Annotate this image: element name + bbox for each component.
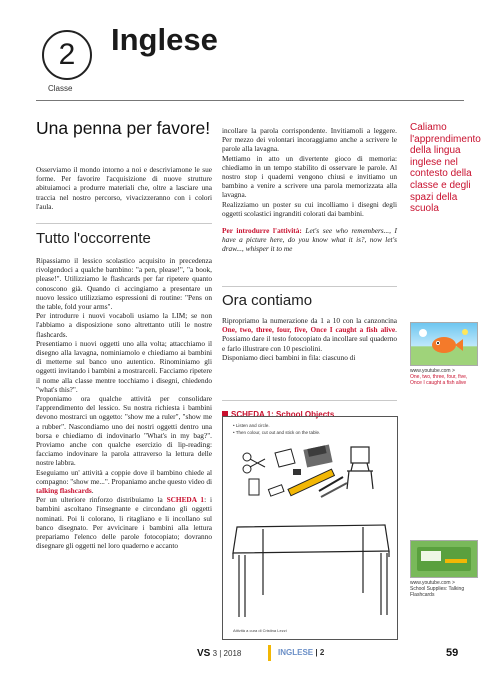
video-caption-flashcards: www.youtube.com > School Supplies: Talking Flashcards bbox=[410, 580, 465, 598]
paragraph: incollare la parola corrispondente. Invitiamoli a leggere. Per mezzo dei volontari incoraggiamo anche a scrivere le parole alla lavagna. bbox=[222, 126, 397, 154]
header-divider bbox=[36, 100, 464, 101]
scheda-worksheet bbox=[222, 416, 398, 640]
video-thumbnail-flashcards[interactable] bbox=[410, 540, 478, 578]
scheda-reference: SCHEDA 1 bbox=[166, 495, 205, 505]
article-intro bbox=[36, 165, 212, 211]
book-icon bbox=[275, 449, 295, 467]
footer-divider bbox=[268, 645, 271, 661]
scissors-icon bbox=[243, 453, 265, 473]
class-number-badge: 2 bbox=[42, 30, 92, 80]
pencil-case-icon bbox=[303, 444, 332, 467]
section-title-occorrente: Tutto l'occorrente bbox=[36, 230, 151, 247]
footer-brand-logo: VS bbox=[197, 648, 211, 659]
paragraph: Per introdurre l'attività: Let's see who remembers..., I have a picture here, do you know what it is?, now let's draw..., whisper it to me bbox=[222, 226, 397, 254]
footer-section: INGLESE | 2 bbox=[278, 648, 325, 657]
left-column-body bbox=[36, 256, 212, 551]
section-title-contiamo: Ora contiamo bbox=[222, 292, 313, 309]
fish-cartoon-icon bbox=[411, 323, 477, 365]
footer-issue-text: 3 | 2018 bbox=[212, 649, 242, 658]
footer-issue bbox=[197, 648, 241, 659]
subject-title: Inglese bbox=[111, 22, 218, 57]
video-caption-song: www.youtube.com > One, two, three, four, five, Once I caught a fish alive bbox=[410, 368, 468, 386]
rubber-icon bbox=[268, 485, 284, 496]
middle-column-bottom bbox=[222, 316, 397, 362]
paragraph: Per introdurre i nuovi vocaboli usiamo la LIM; se non l'abbiamo a disposizione sono altrettanto utili le nostre flashcards. bbox=[36, 311, 212, 339]
worksheet-credit: Attività a cura di Cristina Lezzi bbox=[233, 628, 287, 633]
section-divider bbox=[36, 223, 212, 224]
paragraph: Realizziamo un poster su cui incolliamo i disegni degli oggetti scolastici ingranditi colorati dai bambini. bbox=[222, 199, 397, 218]
desk-icon bbox=[233, 525, 389, 617]
glue-icon bbox=[249, 479, 259, 495]
video-thumbnail-song[interactable] bbox=[410, 322, 478, 366]
intro-paragraph: Osserviamo il mondo intorno a noi e descriviamone le sue forme. Per favorire l'acquisizione di nuove strutture abituiamoci a produrre materiali che, oltre a lasciare una traccia nel nostro percorso, vivacizzeranno con i colori l'aula. bbox=[36, 165, 212, 211]
talking-flashcards-link[interactable]: talking flashcards bbox=[36, 486, 92, 496]
section-divider bbox=[222, 400, 397, 401]
section-divider bbox=[222, 286, 397, 287]
paragraph: Per un ulteriore rinforzo distribuiamo la SCHEDA 1: i bambini ascoltano l'insegnante e circondano gli oggetti nominati. Poi li colorano, li ritagliano e li incollano sul banco disegnato. Per avvicinare i bambini alla lettura prepariamo l'elenco delle parole fotocopiato; dovranno disegnare gli oggetti nel loro quaderno e accanto bbox=[36, 495, 212, 551]
paragraph: Mettiamo in atto un divertente gioco di memoria: chiediamo in un tempo stabilito di osservare le parole. Al nostro stop i quaderni vengono chiusi e invitiamo un bambino a venire a scrivere una parola memorizzata alla lavagna. bbox=[222, 153, 397, 200]
middle-column-top bbox=[222, 126, 397, 254]
worksheet-drawings bbox=[223, 417, 397, 639]
sharpener-icon bbox=[293, 469, 301, 475]
paragraph: Presentiamo i nuovi oggetti uno alla volta; attacchiamo il disegno alla lavagna, nominiamolo e chiediamo ai bambini di metterne sul banco uno autentico. Rinominiamo gli oggetti invitando i bambini a mostrarceli. Facciamo ripetere il nome alla classe mentre tocchiamo i disegni, chiedendo "what's this?". bbox=[36, 338, 212, 394]
paragraph: Ripassiamo il lessico scolastico acquisito in precedenza rivolgendoci a qualche bambino: "a pen, please!", "a book, please!". Utilizziamo le flashcards per far ripetere quanto conoscono già. Quando ci accingiamo a presentare un nuovo lessico utilizziamo espressioni di routine: "Pens on the table, fold your arms". bbox=[36, 256, 212, 312]
paragraph: Proponiamo ora qualche attività per consolidare l'apprendimento del lessico. Su nostra richiesta i bambini devono mostrarci un oggetto: "show me a ruler", "show me a rubber". Nascondiamo uno dei nostri oggetti dentro una borsa e chiediamo di indovinarlo "What's in my bag?". Proviamo anche con qualche esercizio di lip-reading: facciamo indovinare la parola attraverso la lettura delle nostre labbra. bbox=[36, 394, 212, 468]
scheda-heading: SCHEDA 1: School Objects bbox=[222, 404, 334, 422]
class-label: Classe bbox=[48, 84, 73, 93]
article-title: Una penna per favore! bbox=[36, 118, 211, 138]
song-link[interactable]: One, two, three, four, five, Once I caught a fish alive bbox=[222, 325, 396, 335]
instruction-1: • Listen and circle. bbox=[233, 423, 270, 428]
sidebar-quote: Caliamo l'apprendimento della lingua inglese nel contesto della classe e degli spazi della scuola bbox=[410, 122, 481, 215]
pencil-icon bbox=[321, 483, 347, 497]
page-number: 59 bbox=[446, 647, 459, 659]
instruction-2: • Then colour, cut out and stick on the table. bbox=[233, 430, 321, 435]
paragraph: Eseguiamo un' attività a coppie dove il bambino chiede al compagno: "show me...". Propaniamo anche questo video di talking flashcards. bbox=[36, 467, 212, 496]
school-supplies-icon bbox=[411, 541, 477, 577]
paragraph: Ripropriamo la numerazione da 1 a 10 con la canzoncina One, two, three, four, five, Once I caught a fish alive. Possiamo dare il testo fotocopiato da incollare sul quaderno e farlo illustrare con 10 pesciolini. bbox=[222, 316, 397, 353]
paragraph: Disponiamo dieci bambini in fila: ciascuno di bbox=[222, 352, 356, 362]
chair-icon bbox=[347, 447, 373, 489]
